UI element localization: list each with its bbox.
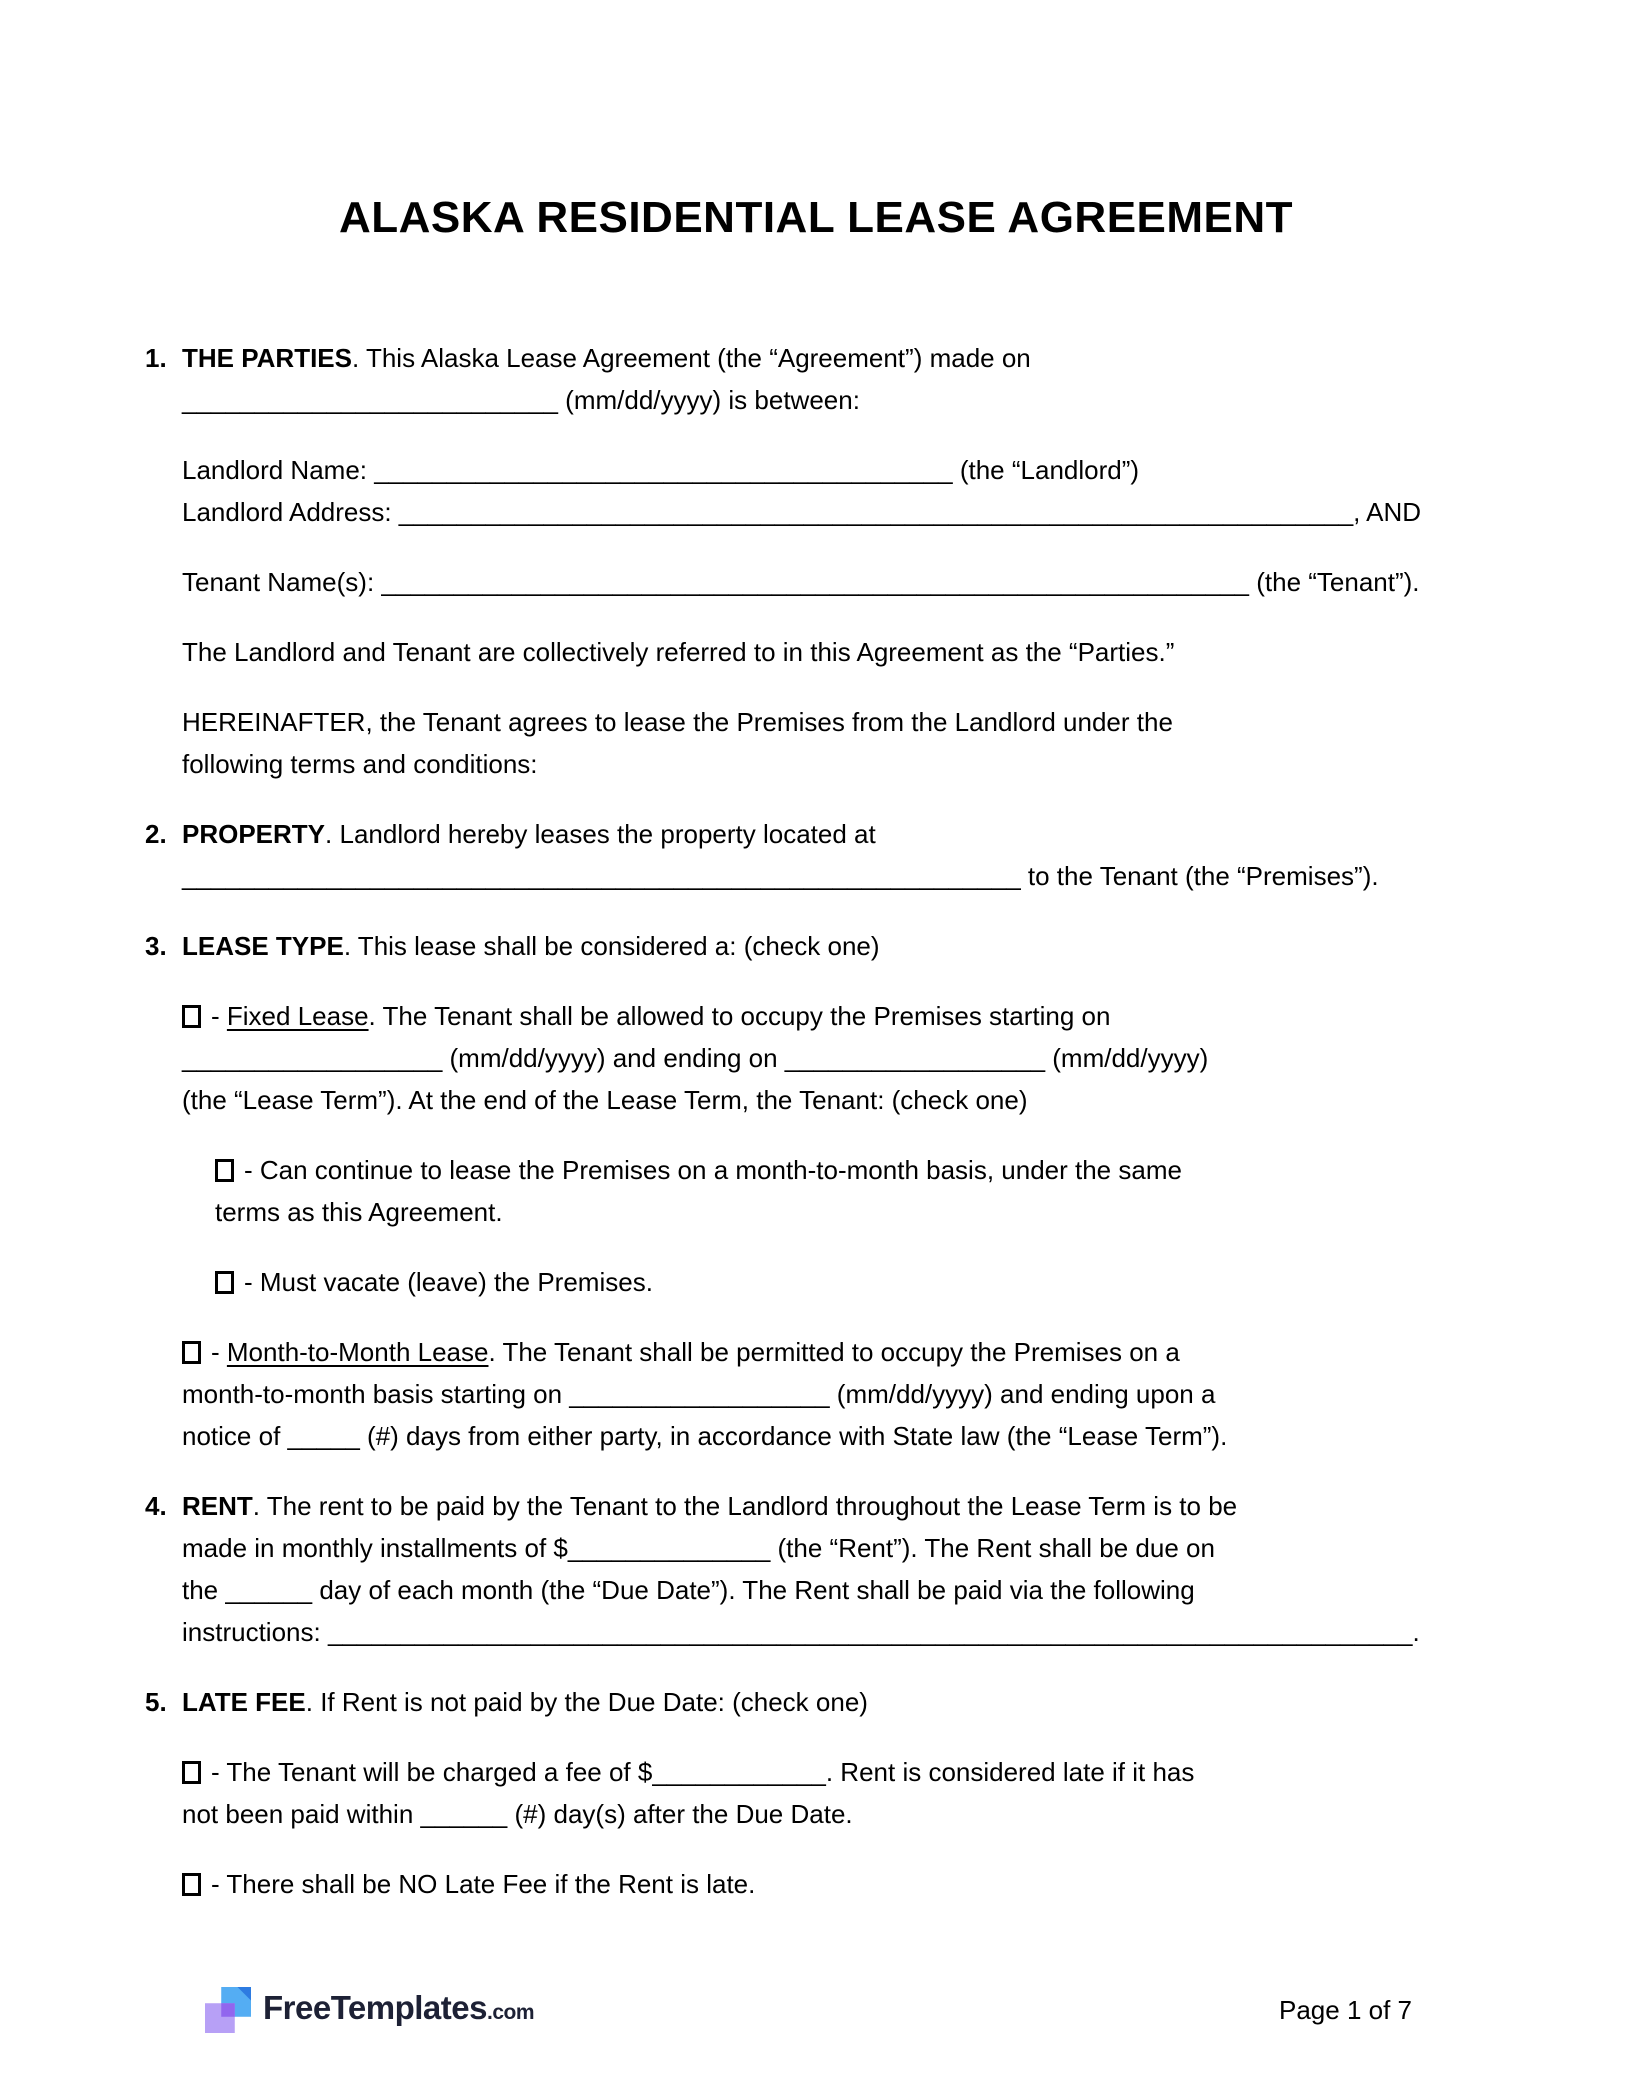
continue-option-checkbox[interactable] [215, 1159, 234, 1182]
section-number: 1. [145, 343, 167, 373]
month-to-month-line-2: month-to-month basis starting on __________________ (mm/dd/yyyy) and ending upon a [182, 1379, 1216, 1409]
section-heading: PROPERTY [182, 819, 326, 849]
no-late-fee-line-1: - There shall be NO Late Fee if the Rent is late. [211, 1869, 756, 1899]
section-heading: LEASE TYPE [182, 931, 344, 961]
section-lease-type [145, 925, 1452, 967]
page-title: ALASKA RESIDENTIAL LEASE AGREEMENT [338, 193, 1294, 242]
vacate-option [215, 1261, 1452, 1303]
section-number: 4. [145, 1491, 167, 1521]
section-number: 5. [145, 1687, 167, 1717]
brand-suffix: .com [486, 2000, 534, 2024]
page-indicator: Page 1 of 7 [1279, 1995, 1412, 2025]
freetemplates-logo[interactable] [205, 1987, 534, 2034]
rent-line-1: . The rent to be paid by the Tenant to the Landlord throughout the Lease Term is to be [252, 1491, 1238, 1521]
checkbox-dash: - [211, 1337, 227, 1367]
continue-option-line-2: terms as this Agreement. [215, 1197, 503, 1227]
section-heading: RENT [182, 1491, 253, 1521]
late-fee-charged-checkbox[interactable] [182, 1761, 201, 1784]
late-fee-line-2: not been paid within ______ (#) day(s) after the Due Date. [182, 1799, 853, 1829]
section-number: 2. [145, 819, 167, 849]
fixed-lease-line-2: __________________ (mm/dd/yyyy) and ending on __________________ (mm/dd/yyyy) [182, 1043, 1209, 1073]
section-heading: LATE FEE [182, 1687, 306, 1717]
section-heading: THE PARTIES [182, 343, 352, 373]
brand-name: FreeTemplates.com [263, 1988, 534, 2026]
landlord-address-line: Landlord Address: __________________________________________________________________, AND [182, 497, 1422, 527]
hereinafter-line-2: following terms and conditions: [182, 749, 538, 779]
fixed-lease-checkbox[interactable] [182, 1005, 201, 1028]
brand-icon [205, 1987, 251, 2033]
checkbox-dash: - [211, 1001, 227, 1031]
rent-line-2: made in monthly installments of $______________ (the “Rent”). The Rent shall be due on [182, 1533, 1215, 1563]
fixed-lease-label: Fixed Lease [226, 1001, 369, 1031]
fixed-lease-option [182, 995, 1452, 1121]
vacate-option-checkbox[interactable] [215, 1271, 234, 1294]
hereinafter-line-1: HEREINAFTER, the Tenant agrees to lease the Premises from the Landlord under the [182, 707, 1173, 737]
late-fee-intro: . If Rent is not paid by the Due Date: (check one) [305, 1687, 868, 1717]
no-late-fee-checkbox[interactable] [182, 1873, 201, 1896]
parties-intro-line-2: __________________________ (mm/dd/yyyy) is between: [182, 385, 860, 415]
tenant-name-line: Tenant Name(s): ____________________________________________________________ (the “Tenant”). [182, 567, 1420, 597]
late-fee-line-1: - The Tenant will be charged a fee of $____________. Rent is considered late if it has [211, 1757, 1195, 1787]
fixed-lease-line-3: (the “Lease Term”). At the end of the Lease Term, the Tenant: (check one) [182, 1085, 1028, 1115]
section-property [145, 813, 1452, 897]
month-to-month-option [182, 1331, 1452, 1457]
parties-intro-line-1: . This Alaska Lease Agreement (the “Agreement”) made on [351, 343, 1031, 373]
continue-option-line-1: - Can continue to lease the Premises on a month-to-month basis, under the same [244, 1155, 1182, 1185]
section-number: 3. [145, 931, 167, 961]
month-to-month-line-3: notice of _____ (#) days from either party, in accordance with State law (the “Lease Term”). [182, 1421, 1228, 1451]
hereinafter-paragraph [182, 701, 1452, 785]
collective-reference-line: The Landlord and Tenant are collectively referred to in this Agreement as the “Parties.” [182, 637, 1175, 667]
section-parties-intro [145, 337, 1452, 421]
month-to-month-line-1: . The Tenant shall be permitted to occupy the Premises on a [488, 1337, 1180, 1367]
landlord-block [182, 449, 1452, 533]
section-rent [145, 1485, 1452, 1653]
property-line-1: . Landlord hereby leases the property located at [325, 819, 876, 849]
month-to-month-label: Month-to-Month Lease [226, 1337, 489, 1367]
document-body [0, 240, 1632, 1905]
month-to-month-checkbox[interactable] [182, 1341, 201, 1364]
no-late-fee-option [182, 1863, 1452, 1905]
fixed-lease-line-1: . The Tenant shall be allowed to occupy the Premises starting on [368, 1001, 1111, 1031]
vacate-option-line-1: - Must vacate (leave) the Premises. [244, 1267, 653, 1297]
rent-line-3: the ______ day of each month (the “Due Date”). The Rent shall be paid via the following [182, 1575, 1195, 1605]
continue-option [215, 1149, 1452, 1233]
lease-type-intro: . This lease shall be considered a: (check one) [343, 931, 880, 961]
late-fee-charged-option [182, 1751, 1452, 1835]
section-late-fee [145, 1681, 1452, 1723]
rent-line-4: instructions: ___________________________________________________________________________. [182, 1617, 1420, 1647]
property-line-2: __________________________________________________________ to the Tenant (the “Premises”). [182, 861, 1379, 891]
page-footer [205, 1982, 1412, 2038]
landlord-name-line: Landlord Name: ________________________________________ (the “Landlord”) [182, 455, 1140, 485]
